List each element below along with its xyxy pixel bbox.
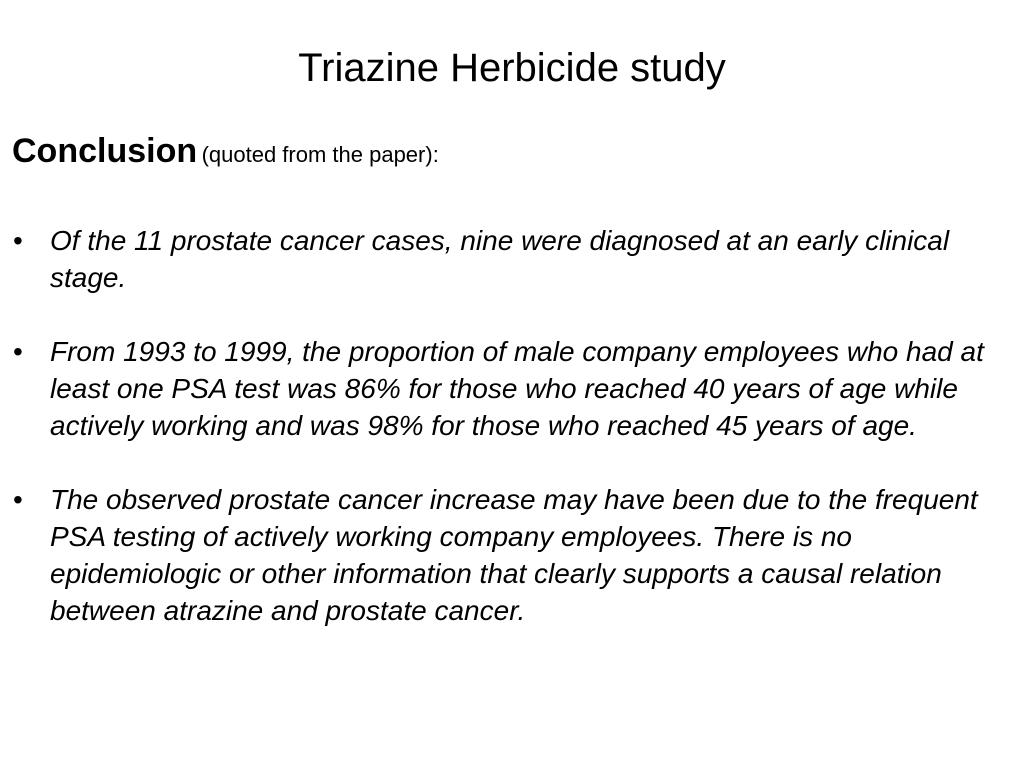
bullet-text: From 1993 to 1999, the proportion of male company employees who had at least one PSA test was 86% for those who reached 40 years of age while actively working and was 98% for those who reached 45 years of age. [50, 336, 984, 441]
slide-title: Triazine Herbicide study [298, 46, 726, 90]
bullet-text: Of the 11 prostate cancer cases, nine were diagnosed at an early clinical stage. [50, 225, 950, 293]
bullet-text: The observed prostate cancer increase may have been due to the frequent PSA testing of actively working company employees. There is no epidemiologic or other information that clearly supports a causal relation between atrazine and prostate cancer. [50, 484, 978, 626]
bullet-item [0, 222, 1024, 296]
bullet-item [0, 333, 1024, 444]
bullet-icon: • [13, 336, 23, 367]
conclusion-heading [12, 132, 439, 171]
conclusion-bullet-list [0, 222, 1024, 666]
quote-note: (quoted from the paper): [201, 142, 439, 167]
bullet-icon: • [13, 484, 23, 515]
bullet-item [0, 481, 1024, 629]
conclusion-label: Conclusion [12, 132, 198, 170]
bullet-icon: • [13, 225, 23, 256]
